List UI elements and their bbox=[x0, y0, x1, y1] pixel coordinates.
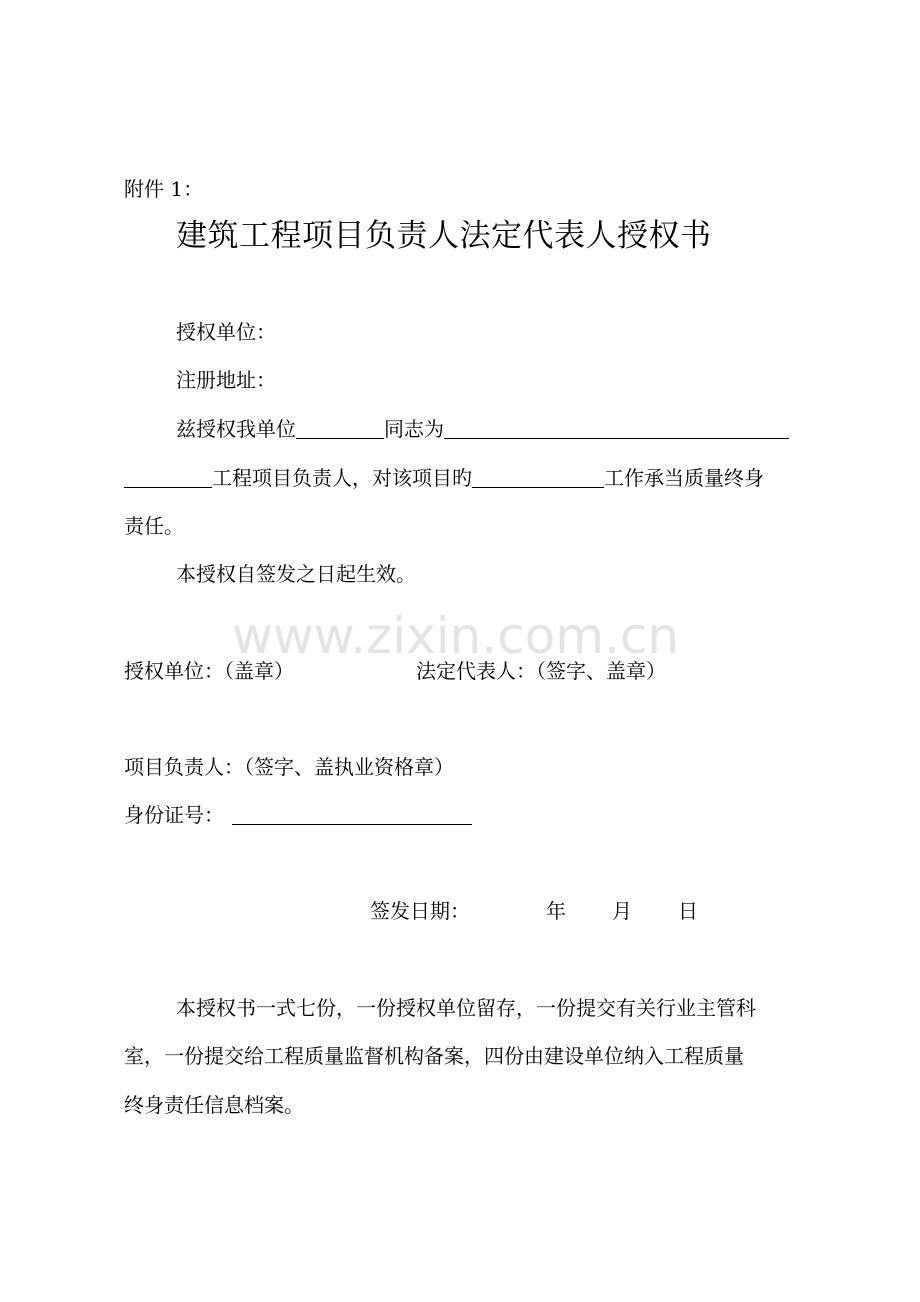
authorization-line-3: 责任。 bbox=[124, 514, 184, 538]
watermark: www.zixin.com.cn bbox=[232, 607, 680, 665]
project-name-blank[interactable] bbox=[444, 418, 789, 439]
copies-note-line-2: 室，一份提交给工程质量监督机构备案，四份由建设单位纳入工程质量 bbox=[124, 1044, 744, 1068]
year-label: 年 bbox=[546, 899, 566, 923]
authorization-text-a: 兹授权我单位 bbox=[176, 417, 296, 441]
attachment-label: 附件 1： bbox=[124, 177, 204, 201]
project-name-blank-continued[interactable] bbox=[124, 467, 212, 488]
authorization-text-d: 工作承当质量终身 bbox=[604, 466, 764, 490]
id-number-row bbox=[124, 802, 472, 828]
effective-statement: 本授权自签发之日起生效。 bbox=[176, 562, 416, 586]
project-leader-signature-label: 项目负责人：（签字、盖执业资格章） bbox=[124, 755, 454, 779]
legal-rep-signature-label: 法定代表人：（签字、盖章） bbox=[416, 659, 666, 683]
authorization-text-c: 工程项目负责人，对该项目旳 bbox=[212, 466, 472, 490]
document-title: 建筑工程项目负责人法定代表人授权书 bbox=[176, 218, 712, 254]
person-name-blank[interactable] bbox=[296, 418, 384, 439]
id-number-blank[interactable] bbox=[232, 804, 472, 825]
month-label: 月 bbox=[612, 899, 632, 923]
work-scope-blank[interactable] bbox=[472, 467, 604, 488]
unit-seal-label: 授权单位：（盖章） bbox=[124, 659, 294, 683]
authorization-text-b: 同志为 bbox=[384, 417, 444, 441]
day-label: 日 bbox=[678, 899, 698, 923]
copies-note-line-3: 终身责任信息档案。 bbox=[124, 1093, 304, 1117]
issue-date-label: 签发日期： bbox=[370, 899, 470, 923]
registered-address-label: 注册地址： bbox=[176, 368, 276, 392]
authorization-line-2 bbox=[124, 465, 764, 491]
authorization-line-1 bbox=[176, 416, 789, 442]
id-number-label: 身份证号： bbox=[124, 803, 224, 827]
copies-note-line-1: 本授权书一式七份，一份授权单位留存，一份提交有关行业主管科 bbox=[176, 996, 756, 1020]
authorizing-unit-label: 授权单位： bbox=[176, 320, 276, 344]
